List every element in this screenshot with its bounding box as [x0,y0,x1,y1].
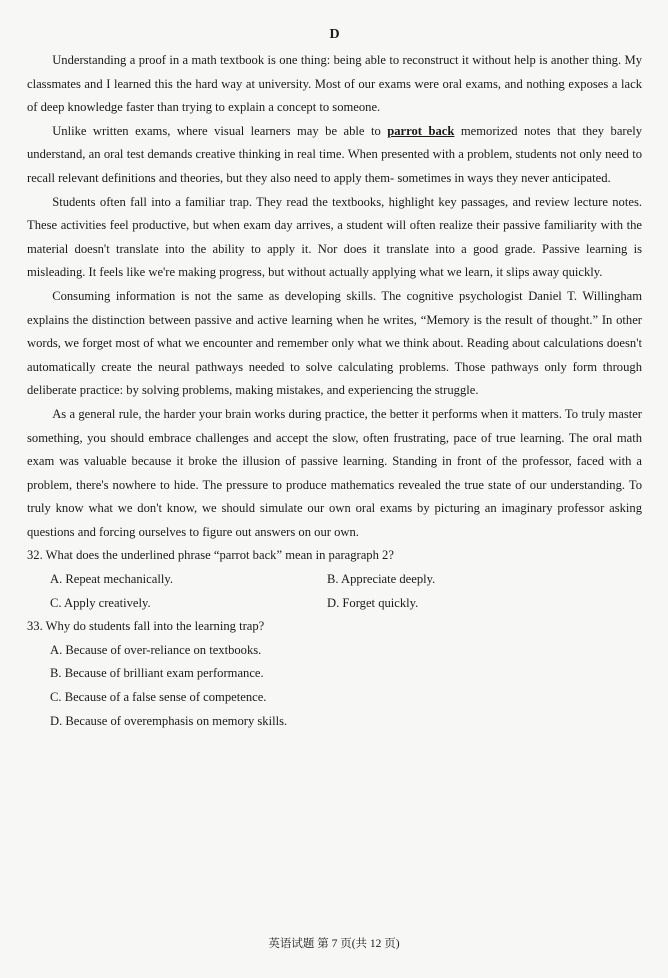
option-a: A. Because of over-reliance on textbooks. [50,642,262,657]
option-b: B. Because of brilliant exam performance. [50,666,264,681]
question-33 [27,615,642,733]
page-footer: 英语试题 第 7 页(共 12 页) [268,938,400,950]
question-stem: 32. What does the underlined phrase “parrot back” mean in paragraph 2? [27,548,394,563]
option-c: C. Apply creatively. [50,595,151,610]
paragraph-4: Consuming information is not the same as developing skills. The cognitive psychologist Daniel T. Willingham explains the distinction between passive and active learning when he writes, “Memory is the result of thought.” In other words, we forget most of what we encounter and remember only what we think about. Reading about calculations doesn't automatically create the neural pathways needed to solve calculating problems. Those pathways only form through deliberate practice: by solving problems, making mistakes, and experiencing the struggle. [27,288,642,398]
paragraph-2 [27,120,642,191]
option-d: D. Because of overemphasis on memory skills. [50,713,288,728]
option-d: D. Forget quickly. [327,595,419,610]
paragraph-5: As a general rule, the harder your brain works during practice, the better it performs when it matters. To truly master something, you should embrace challenges and accept the slow, often frustrating, pace of true learning. The oral math exam was valuable because it broke the illusion of passive learning. Standing in front of the professor, faced with a problem, there's nowhere to hide. The pressure to produce mathematics revealed the true state of our understanding. To truly know what we don't know, we should simulate our own oral exams by picturing an imaginary professor asking questions and forcing ourselves to figure out answers on our own. [27,406,642,539]
option-a: A. Repeat mechanically. [50,572,173,587]
paragraph-3: Students often fall into a familiar trap. They read the textbooks, highlight key passages, and review lecture notes. These activities feel productive, but when exam day arrives, a student will often realize their passive familiarity with the material doesn't translate into the ability to apply it. Nor does it translate into a good grade. Passive learning is misleading. It feels like we're making progress, but without actually applying what we learn, it slips away quickly. [27,194,642,280]
question-32 [27,544,642,615]
paragraph-1: Understanding a proof in a math textbook is one thing: being able to reconstruct it without help is another thing. My classmates and I learned this the hard way at university. Most of our exams were oral exams, and nothing exposes a lack of deep knowledge faster than trying to explain a concept to someone. [27,53,642,115]
paragraph-2-text-after: memorized notes that they barely understand, an oral test demands creative thinking in real time. When presented with a problem, students not only need to recall relevant definitions and theories, but they also need to apply them- sometimes in ways they never anticipated. [27,123,643,185]
underlined-phrase: parrot back [387,123,455,138]
options-row [27,568,642,592]
option-c: C. Because of a false sense of competence. [50,690,267,705]
paragraph-2-text-before: Unlike written exams, where visual learners may be able to [52,123,388,138]
options-row [27,592,642,616]
question-stem: 33. Why do students fall into the learning trap? [27,619,265,634]
section-title: D [329,27,340,42]
option-b: B. Appreciate deeply. [327,572,436,587]
